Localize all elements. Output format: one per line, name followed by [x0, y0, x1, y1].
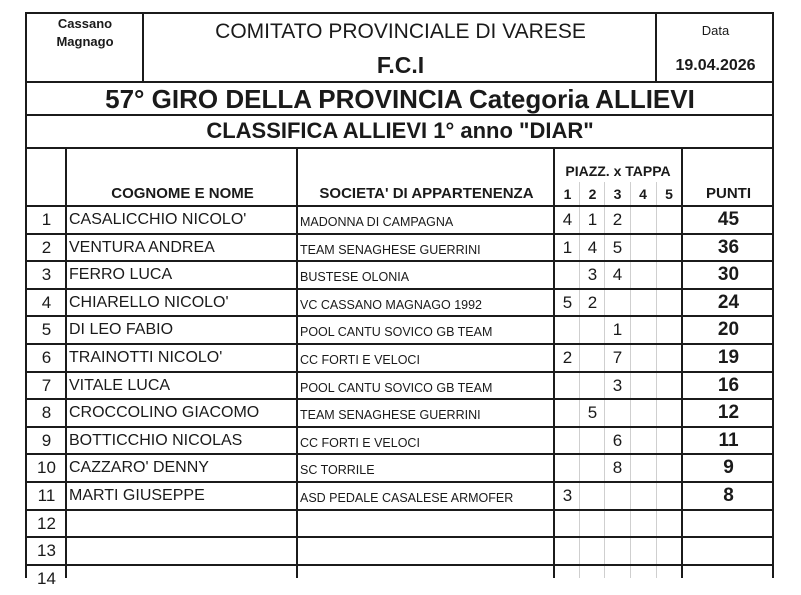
rider-name-cell: FERRO LUCA [69, 266, 173, 284]
row-divider [25, 398, 774, 400]
row-divider [25, 260, 774, 262]
points-cell: 36 [717, 236, 740, 258]
stage-5-cell [656, 344, 681, 372]
col-line-name [296, 147, 298, 578]
location-line-2: Magnago [56, 34, 114, 49]
rank-cell: 2 [41, 237, 52, 257]
divider-date [655, 12, 657, 82]
page-subtitle: CLASSIFICA ALLIEVI 1° anno "DIAR" [206, 118, 594, 143]
stage-1-cell [555, 372, 580, 400]
points-cell: 24 [717, 291, 740, 313]
column-header-stage-3: 3 [613, 186, 622, 202]
rank-cell: 1 [41, 210, 52, 229]
stage-3-cell: 4 [612, 265, 623, 285]
stage-4-cell [630, 206, 655, 234]
points-cell [684, 565, 773, 593]
stage-5-cell [656, 399, 681, 427]
stage-2-cell [580, 427, 605, 455]
stage-2-cell [580, 454, 605, 482]
stage-1-cell: 5 [562, 292, 573, 312]
date-value: 19.04.2026 [675, 57, 756, 74]
stage-5-cell [656, 206, 681, 234]
rider-name-cell: TRAINOTTI NICOLO' [69, 349, 223, 366]
points-cell: 20 [717, 319, 740, 341]
team-cell [300, 537, 552, 567]
col-line-stage-4 [630, 182, 631, 578]
stage-2-cell [580, 482, 605, 510]
team-cell: BUSTESE OLONIA [300, 270, 410, 285]
row-divider [25, 564, 774, 566]
stage-3-cell: 1 [612, 320, 623, 340]
location [27, 15, 143, 51]
column-header-name: COGNOME E NOME [111, 185, 254, 202]
points-cell [684, 510, 773, 538]
team-cell: SC TORRILE [300, 463, 375, 478]
stage-3-cell: 7 [612, 348, 623, 367]
row-divider [25, 343, 774, 345]
stage-3-cell [605, 399, 630, 427]
column-header-points: PUNTI [706, 185, 751, 202]
column-header-stage-1: 1 [563, 186, 572, 202]
rank-cell: 6 [41, 348, 52, 367]
rider-name-cell: VITALE LUCA [69, 376, 171, 394]
row-divider [25, 509, 774, 511]
team-cell: CC FORTI E VELOCI [300, 353, 420, 367]
column-header-stages: PIAZZ. x TAPPA [565, 163, 671, 179]
page-title: 57° GIRO DELLA PROVINCIA Categoria ALLIEVI [105, 84, 695, 114]
col-line-points [681, 147, 683, 578]
stage-1-cell [555, 454, 580, 482]
stage-1-cell [555, 537, 580, 565]
stage-2-cell [580, 316, 605, 344]
rank-cell: 3 [41, 265, 52, 285]
stage-3-cell [605, 537, 630, 565]
stage-2-cell [580, 344, 605, 372]
col-line-team [553, 147, 555, 578]
stage-4-cell [630, 261, 655, 289]
stage-5-cell [656, 454, 681, 482]
stage-3-cell [605, 482, 630, 510]
rank-cell: 5 [41, 320, 52, 340]
row-divider [25, 536, 774, 538]
rider-name-cell: CASALICCHIO NICOLO' [69, 211, 247, 228]
team-cell: TEAM SENAGHESE GUERRINI [300, 242, 481, 257]
column-header-team: SOCIETA' DI APPARTENENZA [319, 185, 534, 202]
rider-name-cell: CROCCOLINO GIACOMO [69, 404, 260, 422]
col-line-stage-5 [656, 182, 657, 578]
rider-name-cell [69, 510, 295, 538]
stage-4-cell [630, 454, 655, 482]
border-right [772, 12, 774, 578]
stage-3-cell: 5 [612, 237, 623, 257]
stage-4-cell [630, 344, 655, 372]
rank-cell: 14 [37, 568, 56, 588]
stage-5-cell [656, 510, 681, 538]
stage-3-cell [605, 289, 630, 317]
rank-cell: 13 [37, 541, 56, 561]
stage-4-cell [630, 482, 655, 510]
stage-1-cell [555, 316, 580, 344]
team-cell: MADONNA DI CAMPAGNA [300, 215, 454, 229]
rider-name-cell: BOTTICCHIO NICOLAS [69, 431, 243, 449]
points-cell: 30 [717, 264, 740, 286]
stage-2-cell [580, 510, 605, 538]
rider-name-cell [69, 537, 295, 565]
row-divider [25, 233, 774, 235]
points-cell [684, 537, 773, 565]
rank-cell: 8 [41, 403, 52, 423]
points-cell: 19 [717, 347, 740, 368]
team-cell: VC CASSANO MAGNAGO 1992 [300, 297, 483, 312]
rank-cell: 10 [37, 458, 56, 478]
rider-name-cell: MARTI GIUSEPPE [69, 487, 205, 504]
row-divider [25, 288, 774, 290]
stage-5-cell [656, 427, 681, 455]
stage-1-cell [555, 261, 580, 289]
stage-5-cell [656, 372, 681, 400]
team-cell: POOL CANTU SOVICO GB TEAM [300, 380, 493, 395]
stage-3-cell: 3 [612, 375, 623, 395]
stage-5-cell [656, 316, 681, 344]
column-header-stage-4: 4 [639, 186, 647, 202]
stage-5-cell [656, 289, 681, 317]
points-cell: 9 [723, 457, 734, 479]
column-header-stage-2: 2 [588, 186, 597, 202]
col-line-stage-3 [604, 182, 605, 578]
border-left [25, 12, 27, 578]
stage-4-cell [630, 234, 655, 262]
stage-3-cell: 6 [612, 430, 623, 450]
border-top [25, 12, 774, 14]
col-line-stage-2 [579, 182, 580, 578]
column-header-stage-5: 5 [665, 186, 673, 202]
points-cell: 8 [723, 485, 734, 506]
divider-header-bottom [25, 81, 774, 83]
stage-3-cell [605, 565, 630, 593]
stage-4-cell [630, 289, 655, 317]
rank-cell: 7 [41, 375, 52, 395]
divider-title-bottom [25, 114, 774, 116]
rank-cell: 12 [37, 513, 56, 533]
rider-name-cell: CHIARELLO NICOLO' [69, 293, 229, 311]
divider-location [142, 12, 144, 82]
rank-cell: 4 [41, 292, 52, 312]
col-line-rank [65, 147, 67, 578]
divider-subtitle-bottom [25, 147, 774, 149]
stage-2-cell [580, 565, 605, 593]
stage-2-cell: 2 [587, 292, 598, 312]
stage-1-cell [555, 565, 580, 593]
stage-1-cell: 1 [562, 237, 573, 257]
stage-4-cell [630, 510, 655, 538]
stage-4-cell [630, 427, 655, 455]
stage-2-cell: 5 [587, 403, 598, 423]
stage-1-cell: 2 [562, 348, 573, 367]
rider-name-cell: CAZZARO' DENNY [69, 459, 209, 477]
rank-cell: 11 [37, 486, 56, 505]
stage-1-cell [555, 510, 580, 538]
stage-4-cell [630, 399, 655, 427]
stage-1-cell [555, 399, 580, 427]
row-divider [25, 371, 774, 373]
stage-5-cell [656, 482, 681, 510]
points-cell: 16 [717, 374, 740, 396]
row-divider [25, 426, 774, 428]
team-cell: POOL CANTU SOVICO GB TEAM [300, 325, 493, 340]
stage-1-cell: 4 [562, 210, 573, 229]
stage-1-cell: 3 [562, 486, 573, 505]
rank-cell: 9 [41, 430, 52, 450]
points-cell: 12 [717, 402, 740, 424]
stage-4-cell [630, 537, 655, 565]
rider-name-cell: VENTURA ANDREA [69, 238, 215, 256]
date-label: Data [701, 23, 730, 38]
stage-2-cell: 4 [587, 237, 598, 257]
team-cell: ASD PEDALE CASALESE ARMOFER [300, 491, 514, 505]
team-cell: TEAM SENAGHESE GUERRINI [300, 408, 481, 423]
federation-title: F.C.I [376, 52, 425, 78]
team-cell [300, 565, 552, 595]
row-divider [25, 315, 774, 317]
stage-3-cell: 8 [612, 458, 623, 478]
points-cell: 45 [717, 209, 740, 230]
stage-5-cell [656, 565, 681, 593]
location-line-1: Cassano [57, 16, 113, 31]
stage-1-cell [555, 427, 580, 455]
stage-2-cell [580, 537, 605, 565]
stage-4-cell [630, 372, 655, 400]
stage-2-cell: 3 [587, 265, 598, 285]
divider-table-header-bottom [25, 205, 774, 207]
stage-3-cell: 2 [612, 210, 623, 229]
stage-2-cell [580, 372, 605, 400]
row-divider [25, 481, 774, 483]
team-cell: CC FORTI E VELOCI [300, 435, 420, 450]
row-divider [25, 453, 774, 455]
points-cell: 11 [718, 429, 739, 451]
stage-5-cell [656, 234, 681, 262]
committee-title: COMITATO PROVINCIALE DI VARESE [215, 20, 586, 43]
rider-name-cell: DI LEO FABIO [69, 321, 174, 339]
stage-2-cell: 1 [587, 210, 598, 229]
rider-name-cell [69, 565, 295, 593]
stage-4-cell [630, 565, 655, 593]
stage-4-cell [630, 316, 655, 344]
stage-3-cell [605, 510, 630, 538]
stage-5-cell [656, 537, 681, 565]
stage-5-cell [656, 261, 681, 289]
